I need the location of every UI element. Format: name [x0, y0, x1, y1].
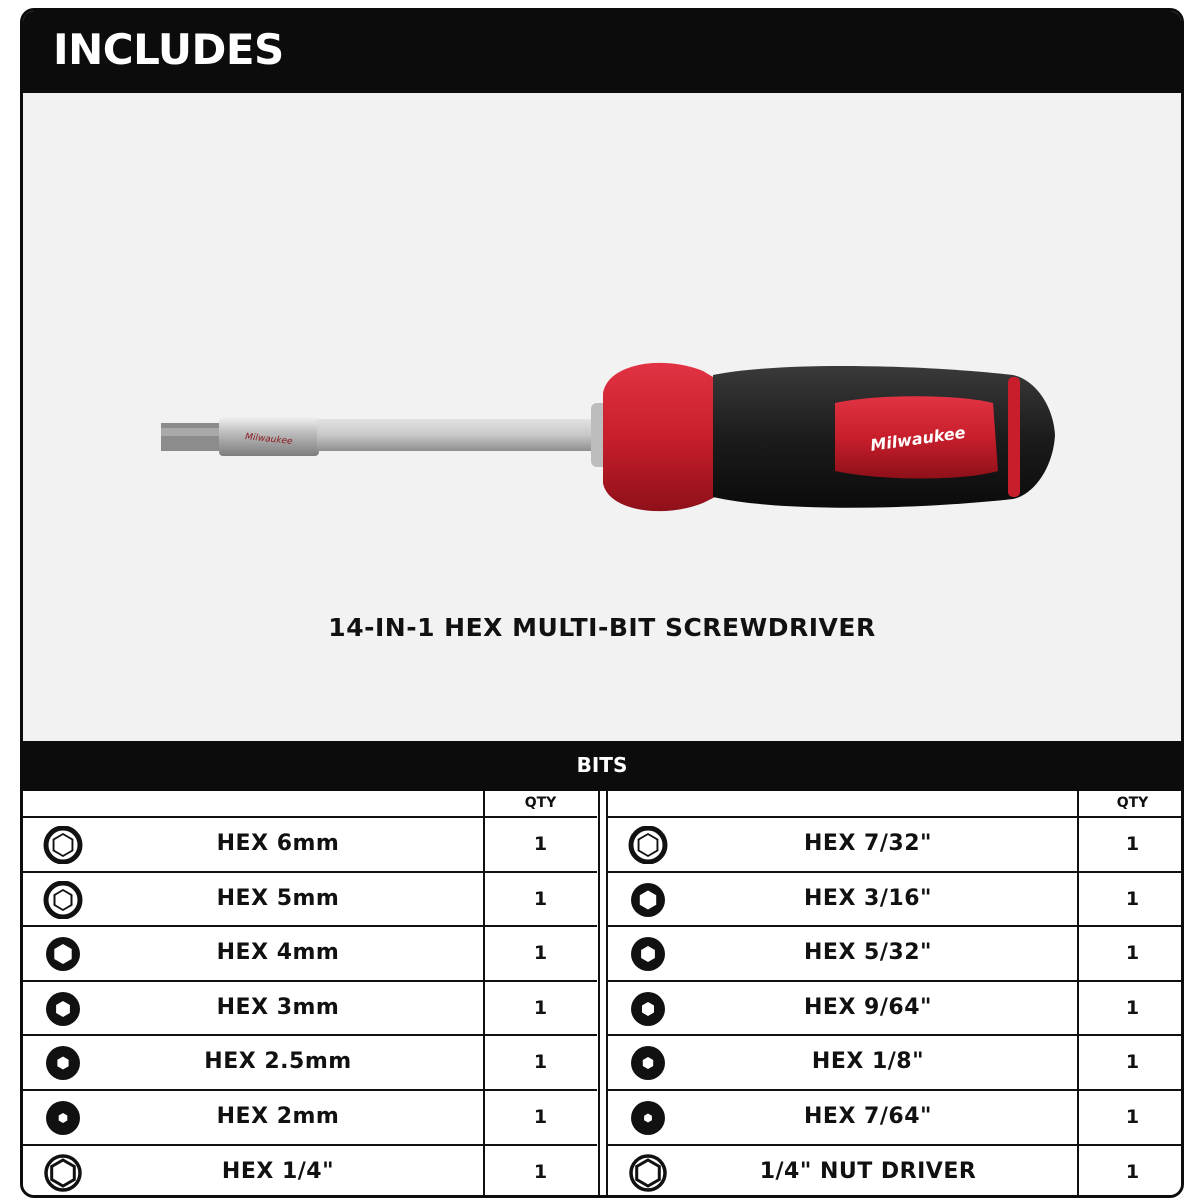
- bits-table: [23, 791, 1181, 1195]
- hex-socket-icon: [43, 1099, 83, 1137]
- product-hero: [23, 93, 1181, 741]
- bit-qty: 1: [1077, 927, 1184, 980]
- table-row: [23, 818, 597, 873]
- bit-name: HEX 3/16": [804, 885, 932, 911]
- bit-name: HEX 1/8": [811, 1049, 925, 1075]
- table-row: [608, 1146, 1182, 1198]
- product-name: 14-IN-1 HEX MULTI-BIT SCREWDRIVER: [328, 613, 876, 642]
- hex-socket-icon: [43, 881, 83, 919]
- bit-qty: 1: [483, 1146, 596, 1198]
- bit-name: HEX 3mm: [216, 994, 340, 1020]
- table-header-row: [608, 791, 1182, 818]
- table-row: [23, 873, 597, 928]
- bits-column-right: [608, 791, 1182, 1198]
- hex-socket-icon: [628, 881, 668, 919]
- table-row: [608, 982, 1182, 1037]
- bits-header: [23, 741, 1181, 791]
- includes-header: [23, 11, 1181, 93]
- bits-title: BITS: [576, 753, 628, 777]
- column-divider: [598, 791, 608, 1198]
- bit-tip: [161, 423, 219, 451]
- bit-qty: 1: [1077, 1146, 1184, 1198]
- bit-name: HEX 9/64": [804, 994, 932, 1020]
- table-row: [23, 982, 597, 1037]
- bits-column-left: [23, 791, 597, 1198]
- hex-socket-icon: [628, 1044, 668, 1082]
- hex-socket-icon: [43, 1044, 83, 1082]
- bit-qty: 1: [483, 818, 596, 871]
- hex-socket-icon: [43, 826, 83, 864]
- shaft: [317, 419, 597, 451]
- includes-panel: [20, 8, 1184, 1198]
- bit-name: HEX 5mm: [216, 885, 340, 911]
- table-row: [608, 1036, 1182, 1091]
- includes-title: INCLUDES: [53, 25, 284, 74]
- table-row: [23, 1146, 597, 1198]
- bit-qty: 1: [1077, 1091, 1184, 1144]
- qty-header: QTY: [1077, 791, 1184, 816]
- bit-name: HEX 7/32": [804, 831, 932, 856]
- bit-name: 1/4" NUT DRIVER: [759, 1158, 977, 1184]
- red-grip: [603, 363, 723, 511]
- screwdriver-image: [23, 93, 1181, 741]
- hex-socket-icon: [628, 1099, 668, 1137]
- hex-socket-icon: [628, 826, 668, 864]
- bit-name: HEX 6mm: [216, 831, 340, 856]
- qty-header: QTY: [483, 791, 596, 816]
- bit-qty: 1: [483, 1091, 596, 1144]
- table-row: [608, 873, 1182, 928]
- bit-name: HEX 1/4": [221, 1158, 335, 1184]
- svg-text:Milwaukee: Milwaukee: [244, 432, 294, 448]
- hex-socket-icon: [43, 1154, 83, 1192]
- bit-qty: 1: [1077, 1036, 1184, 1089]
- bit-qty: 1: [483, 927, 596, 980]
- bit-name: HEX 7/64": [804, 1103, 932, 1129]
- table-row: [23, 927, 597, 982]
- table-row: [23, 1036, 597, 1091]
- bit-qty: 1: [483, 873, 596, 926]
- table-header-row: [23, 791, 597, 818]
- hex-socket-icon: [43, 935, 83, 973]
- hex-socket-icon: [628, 990, 668, 1028]
- bit-qty: 1: [1077, 873, 1184, 926]
- bit-name: HEX 5/32": [804, 940, 932, 966]
- table-row: [608, 818, 1182, 873]
- hex-socket-icon: [628, 1154, 668, 1192]
- bit-qty: 1: [1077, 982, 1184, 1035]
- bit-name: HEX 2mm: [216, 1103, 340, 1129]
- bit-name: HEX 2.5mm: [204, 1049, 352, 1075]
- table-row: [23, 1091, 597, 1146]
- table-row: [608, 1091, 1182, 1146]
- bit-name: HEX 4mm: [216, 940, 340, 966]
- bit-qty: 1: [483, 982, 596, 1035]
- table-row: [608, 927, 1182, 982]
- hex-socket-icon: [628, 935, 668, 973]
- milwaukee-logo: Milwaukee: [869, 422, 967, 455]
- bit-qty: 1: [1077, 818, 1184, 871]
- bit-qty: 1: [483, 1036, 596, 1089]
- hex-socket-icon: [43, 990, 83, 1028]
